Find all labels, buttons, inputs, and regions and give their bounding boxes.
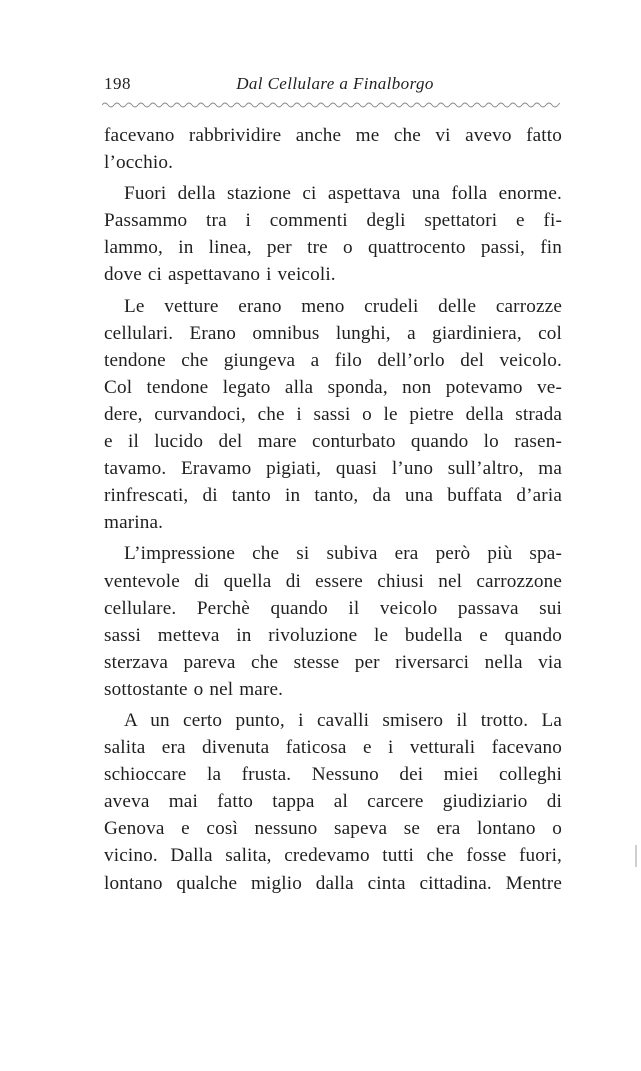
text-line: L’impressione che si subiva era però più spa- [124,543,562,565]
text-line: Genova e così nessuno sapeva se era lontano o [104,818,562,840]
text-line: rinfrescati, di tanto in tanto, da una buffata d’aria [104,485,562,507]
text-line: sottostante o nel mare. [104,678,284,700]
text-line: lammo, in linea, per tre o quattrocento passi, fin [104,237,562,259]
text-line: tavamo. Eravamo pigiati, quasi l’uno sull’altro, ma [104,458,562,480]
text-line: schioccare la frusta. Nessuno dei miei colleghi [104,764,562,786]
text-line: aveva mai fatto tappa al carcere giudiziario di [104,791,562,813]
text-line: dove ci aspettavano i veicoli. [104,264,336,286]
text-line: cellulari. Erano omnibus lunghi, a giardiniera, col [104,322,562,344]
text-line: e il lucido del mare conturbato quando lo rasen- [104,431,562,453]
wavy-rule-ornament [102,98,560,112]
paragraph-2 [104,180,562,288]
text-line: Col tendone legato alla sponda, non potevamo ve- [104,376,562,398]
text-line: Passammo tra i commenti degli spettatori e fi- [104,210,562,232]
text-line: ventevole di quella di essere chiusi nel carrozzone [104,570,562,592]
text-line: salita era divenuta faticosa e i vetturali facevano [104,737,562,759]
text-line: sterzava pareva che stesse per riversarci nella via [104,651,562,673]
text-line: facevano rabbrividire anche me che vi avevo fatto [104,125,562,146]
text-line: lontano qualche miglio dalla cinta cittadina. Mentre [104,872,562,894]
page-number: 198 [104,74,131,93]
text-line: marina. [104,512,164,534]
text-line: tendone che giungeva a filo dell’orlo del veicolo. [104,349,562,371]
margin-scan-mark [635,845,637,867]
paragraph-1 [104,122,562,176]
body-text [104,122,562,897]
text-line: Le vetture erano meno crudeli delle carrozze [124,295,562,317]
text-line: Fuori della stazione ci aspettava una folla enorme. [124,183,562,205]
running-title: Dal Cellulare a Finalborgo [236,74,434,93]
paragraph-5 [104,707,562,897]
running-head [104,74,566,98]
text-line: A un certo punto, i cavalli smisero il trotto. La [124,709,562,731]
text-line: dere, curvandoci, che i sassi o le pietre della strada [104,403,562,425]
text-line: l’occhio. [104,152,174,174]
text-line: cellulare. Perchè quando il veicolo passava sui [104,597,562,619]
paragraph-4 [104,540,562,703]
paragraph-3 [104,293,562,537]
text-line: vicino. Dalla salita, credevamo tutti che fosse fuori, [104,845,562,867]
text-line: sassi metteva in rivoluzione le budella e quando [104,624,562,646]
